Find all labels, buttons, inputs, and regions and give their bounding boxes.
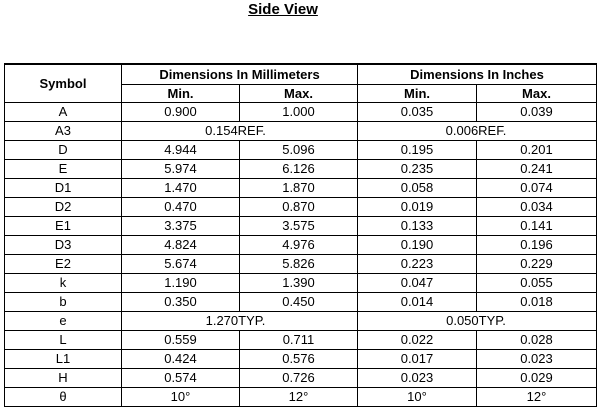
in-max-cell: 0.201: [477, 141, 597, 160]
in-max-cell: 0.039: [477, 103, 597, 122]
mm-max-cell: 4.976: [240, 236, 358, 255]
mm-max-cell: 0.450: [240, 293, 358, 312]
table-row: [5, 198, 597, 217]
mm-min-cell: 1.190: [122, 274, 240, 293]
mm-max-cell: 0.726: [240, 369, 358, 388]
symbol-cell: H: [5, 369, 122, 388]
symbol-cell: D3: [5, 236, 122, 255]
mm-min-cell: 3.375: [122, 217, 240, 236]
table-row: [5, 350, 597, 369]
in-max-cell: 0.018: [477, 293, 597, 312]
in-max-header: Max.: [477, 85, 597, 103]
mm-min-cell: 4.944: [122, 141, 240, 160]
mm-min-cell: 10°: [122, 388, 240, 407]
mm-max-header: Max.: [240, 85, 358, 103]
in-max-cell: 0.229: [477, 255, 597, 274]
in-min-cell: 0.047: [358, 274, 477, 293]
mm-max-cell: 12°: [240, 388, 358, 407]
symbol-header: Symbol: [5, 64, 122, 103]
in-span-cell: 0.006REF.: [358, 122, 597, 141]
mm-min-cell: 0.559: [122, 331, 240, 350]
in-min-cell: 0.223: [358, 255, 477, 274]
mm-span-cell: 0.154REF.: [122, 122, 358, 141]
dimensions-body: [5, 103, 597, 407]
mm-max-cell: 5.826: [240, 255, 358, 274]
symbol-cell: D1: [5, 179, 122, 198]
mm-span-cell: 1.270TYP.: [122, 312, 358, 331]
in-min-cell: 0.195: [358, 141, 477, 160]
symbol-cell: D: [5, 141, 122, 160]
mm-min-header: Min.: [122, 85, 240, 103]
in-max-cell: 0.029: [477, 369, 597, 388]
symbol-cell: θ: [5, 388, 122, 407]
mm-max-cell: 5.096: [240, 141, 358, 160]
mm-max-cell: 0.870: [240, 198, 358, 217]
in-max-cell: 0.196: [477, 236, 597, 255]
mm-min-cell: 5.674: [122, 255, 240, 274]
in-min-cell: 0.014: [358, 293, 477, 312]
mm-min-cell: 4.824: [122, 236, 240, 255]
table-row: [5, 179, 597, 198]
symbol-cell: A: [5, 103, 122, 122]
mm-header: Dimensions In Millimeters: [122, 64, 358, 85]
table-row: [5, 255, 597, 274]
mm-min-cell: 0.424: [122, 350, 240, 369]
table-row: [5, 369, 597, 388]
in-max-cell: 0.023: [477, 350, 597, 369]
table-row: [5, 122, 597, 141]
in-header: Dimensions In Inches: [358, 64, 597, 85]
in-min-cell: 0.017: [358, 350, 477, 369]
table-row: [5, 331, 597, 350]
in-max-cell: 0.074: [477, 179, 597, 198]
in-min-cell: 0.190: [358, 236, 477, 255]
mm-max-cell: 1.000: [240, 103, 358, 122]
mm-max-cell: 1.870: [240, 179, 358, 198]
page-title-text: Side View: [248, 1, 318, 18]
in-min-header: Min.: [358, 85, 477, 103]
mm-max-cell: 6.126: [240, 160, 358, 179]
table-row: [5, 312, 597, 331]
symbol-cell: L1: [5, 350, 122, 369]
table-row: [5, 274, 597, 293]
in-max-cell: 12°: [477, 388, 597, 407]
symbol-cell: E2: [5, 255, 122, 274]
in-min-cell: 0.019: [358, 198, 477, 217]
in-max-cell: 0.241: [477, 160, 597, 179]
table-row: [5, 141, 597, 160]
page-title: [0, 0, 600, 24]
in-min-cell: 0.133: [358, 217, 477, 236]
table-row: [5, 236, 597, 255]
in-max-cell: 0.055: [477, 274, 597, 293]
in-min-cell: 0.022: [358, 331, 477, 350]
symbol-cell: E1: [5, 217, 122, 236]
in-min-cell: 0.023: [358, 369, 477, 388]
mm-max-cell: 0.711: [240, 331, 358, 350]
mm-min-cell: 0.574: [122, 369, 240, 388]
table-row: [5, 160, 597, 179]
symbol-cell: D2: [5, 198, 122, 217]
mm-min-cell: 1.470: [122, 179, 240, 198]
in-min-cell: 0.058: [358, 179, 477, 198]
mm-min-cell: 0.350: [122, 293, 240, 312]
symbol-cell: A3: [5, 122, 122, 141]
symbol-cell: L: [5, 331, 122, 350]
symbol-cell: k: [5, 274, 122, 293]
table-row: [5, 103, 597, 122]
in-span-cell: 0.050TYP.: [358, 312, 597, 331]
mm-min-cell: 0.900: [122, 103, 240, 122]
mm-min-cell: 0.470: [122, 198, 240, 217]
in-max-cell: 0.034: [477, 198, 597, 217]
symbol-cell: b: [5, 293, 122, 312]
in-min-cell: 0.035: [358, 103, 477, 122]
mm-min-cell: 5.974: [122, 160, 240, 179]
table-row: [5, 293, 597, 312]
in-max-cell: 0.028: [477, 331, 597, 350]
symbol-cell: e: [5, 312, 122, 331]
in-max-cell: 0.141: [477, 217, 597, 236]
mm-max-cell: 0.576: [240, 350, 358, 369]
in-min-cell: 10°: [358, 388, 477, 407]
table-row: [5, 217, 597, 236]
mm-max-cell: 3.575: [240, 217, 358, 236]
dimensions-table: [4, 63, 597, 407]
mm-max-cell: 1.390: [240, 274, 358, 293]
in-min-cell: 0.235: [358, 160, 477, 179]
table-row: [5, 388, 597, 407]
symbol-cell: E: [5, 160, 122, 179]
